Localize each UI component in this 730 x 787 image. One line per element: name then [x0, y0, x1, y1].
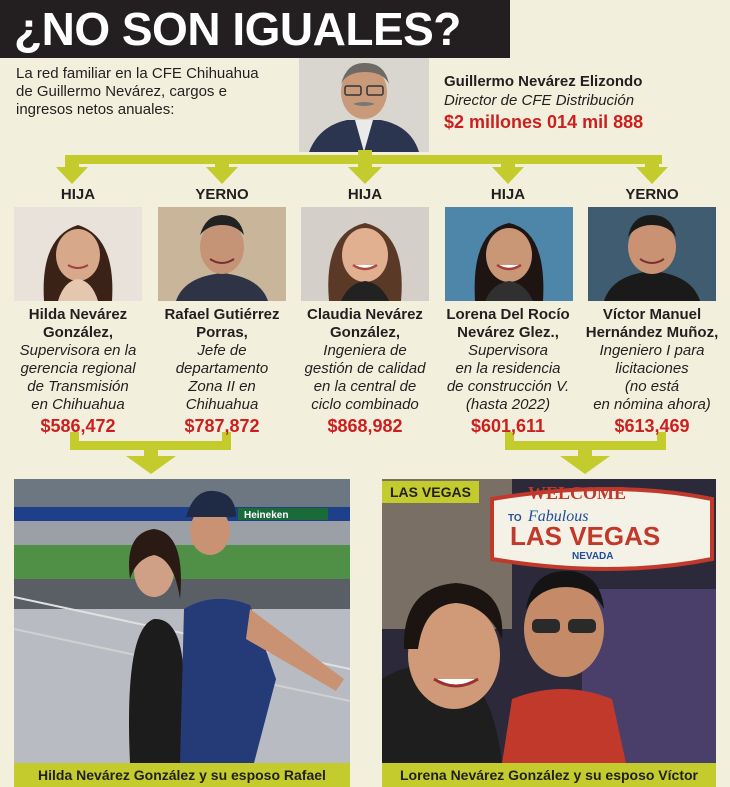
sign-city-text: LAS VEGAS	[510, 521, 661, 551]
relation-label-victor: YERNO	[625, 186, 679, 203]
member-rafael	[152, 306, 292, 437]
member-claudia	[295, 306, 435, 437]
banner-text: Heineken	[244, 510, 289, 521]
member-role: en Chihuahua	[31, 396, 125, 413]
member-role: (hasta 2022)	[465, 396, 551, 413]
member-role: Supervisora en la	[19, 342, 137, 359]
member-income: $601,611	[470, 416, 546, 436]
member-name: Hernández Muñoz,	[585, 324, 719, 341]
member-name: Víctor Manuel	[602, 306, 702, 323]
member-lorena	[438, 306, 578, 437]
member-role: gerencia regional	[20, 360, 136, 377]
member-role: Zona II en	[188, 378, 256, 395]
member-name: Hilda Nevárez	[28, 306, 128, 323]
sign-state-text: NEVADA	[572, 551, 614, 562]
director-income: $2 millones 014 mil 888	[444, 112, 644, 132]
hilda-photo	[14, 207, 142, 301]
relation-label-lorena: HIJA	[490, 186, 526, 203]
headline: ¿NO SON IGUALES?	[0, 0, 510, 58]
member-income: $613,469	[614, 416, 690, 436]
member-name: González,	[329, 324, 400, 341]
relation-label-rafael: YERNO	[195, 186, 249, 203]
left-photo-caption: Hilda Nevárez González y su esposo Rafael	[14, 763, 350, 787]
racetrack-couple-photo	[14, 479, 350, 763]
claudia-photo	[301, 207, 429, 301]
sign-fabulous-text: Fabulous	[528, 508, 589, 525]
member-role: Supervisora	[467, 342, 549, 359]
member-role: Jefe de	[197, 342, 247, 359]
member-name: Claudia Nevárez	[307, 306, 423, 323]
member-role: Ingeniera de	[323, 342, 407, 359]
member-hilda	[8, 306, 148, 437]
member-name: Nevárez Glez.,	[457, 324, 559, 341]
member-name: Rafael Gutiérrez	[164, 306, 280, 323]
member-income: $868,982	[327, 416, 403, 436]
member-role: de construcción V.	[446, 378, 570, 395]
member-role: (no está	[624, 378, 680, 395]
member-role: gestión de calidad	[304, 360, 426, 377]
director-role: Director de CFE Distribución	[444, 92, 635, 109]
relation-label-claudia: HIJA	[347, 186, 383, 203]
victor-photo	[588, 207, 716, 301]
sign-to-text: TO	[508, 513, 522, 524]
member-role: ciclo combinado	[311, 396, 419, 413]
intro-text: La red familiar en la CFE Chihuahua de Guillermo Nevárez, cargos e ingresos netos anuales:	[16, 65, 259, 118]
member-role: Ingeniero I para	[599, 342, 705, 359]
member-role: licitaciones	[615, 360, 689, 377]
director-name: Guillermo Nevárez Elizondo	[444, 73, 643, 90]
member-name: Lorena Del Rocío	[446, 306, 570, 323]
rafael-photo	[158, 207, 286, 301]
las-vegas-couple-photo	[382, 479, 716, 763]
member-role: Chihuahua	[185, 396, 259, 413]
member-role: departamento	[175, 360, 269, 377]
member-role: en la residencia	[455, 360, 561, 377]
member-role: de Transmisión	[27, 378, 129, 395]
member-role: en la central de	[313, 378, 417, 395]
lorena-photo	[445, 207, 573, 301]
member-name: Porras,	[196, 324, 248, 341]
right-photo-caption: Lorena Nevárez González y su esposo Víctor	[382, 763, 716, 787]
member-victor	[582, 306, 722, 437]
relation-label-hilda: HIJA	[60, 186, 96, 203]
member-income: $787,872	[184, 416, 260, 436]
member-income: $586,472	[40, 416, 116, 436]
las-vegas-tag: LAS VEGAS	[382, 481, 479, 503]
member-name: González,	[42, 324, 113, 341]
member-role: en nómina ahora)	[593, 396, 711, 413]
sign-welcome-text: WELCOME	[528, 483, 627, 503]
